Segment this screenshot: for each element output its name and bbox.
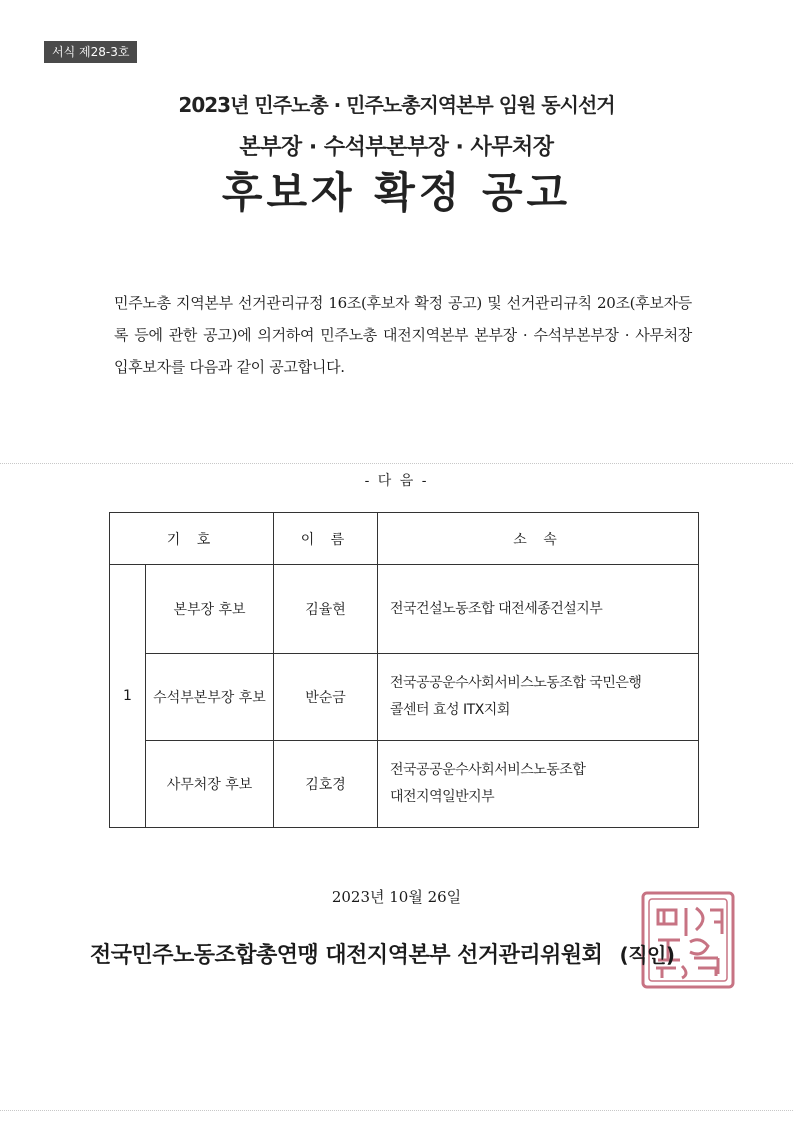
title-line-2: 본부장 · 수석부본부장 · 사무처장 <box>239 135 554 160</box>
affiliation-line: 전국공공운수사회서비스노동조합 <box>390 762 586 778</box>
table-row <box>110 565 699 654</box>
name-cell: 반순금 <box>274 654 378 741</box>
header-name: 이 름 <box>274 513 378 565</box>
position-cell: 수석부본부장 후보 <box>146 654 274 741</box>
affiliation-line: 전국공공운수사회서비스노동조합 국민은행 <box>390 675 642 691</box>
seal-mark: (직인) <box>619 943 675 967</box>
name-cell: 김율현 <box>274 565 378 654</box>
header-symbol: 기 호 <box>110 513 274 565</box>
affiliation-line: 전국건설노동조합 대전세종건설지부 <box>390 600 603 617</box>
name-cell: 김호경 <box>274 741 378 828</box>
candidate-table <box>109 512 699 828</box>
position-cell: 본부장 후보 <box>146 565 274 654</box>
group-number: 1 <box>110 565 146 828</box>
table-row <box>110 741 699 828</box>
affiliation-cell <box>378 654 699 741</box>
scan-divider <box>0 463 793 464</box>
title-main: 후보자 확정 공고 <box>221 168 572 217</box>
header-affiliation: 소 속 <box>378 513 699 565</box>
table-row <box>110 654 699 741</box>
committee-name: 전국민주노동조합총연맹 대전지역본부 선거관리위원회 <box>90 943 603 968</box>
announcement-body: 민주노총 지역본부 선거관리규정 16조(후보자 확정 공고) 및 선거관리규칙 20조(후보자등록 등에 관한 공고)에 의거하여 민주노총 대전지역본부 본부장 · 수석부본부장 · 사무처장 입후보자를 다음과 같이 공고합니다. <box>114 294 692 376</box>
affiliation-cell <box>378 565 699 654</box>
form-number-tag: 서식 제28-3호 <box>44 41 137 63</box>
notice-date: 2023년 10월 26일 <box>331 888 462 906</box>
subheading: - 다 음 - <box>364 473 429 489</box>
affiliation-line: 콜센터 효성 ITX지회 <box>390 702 510 718</box>
title-line-1: 2023년 민주노총 · 민주노총지역본부 임원 동시선거 <box>178 93 615 117</box>
committee-signature <box>90 938 674 969</box>
table-header-row <box>110 513 699 565</box>
position-cell: 사무처장 후보 <box>146 741 274 828</box>
affiliation-line: 대전지역일반지부 <box>390 789 495 805</box>
affiliation-cell <box>378 741 699 828</box>
scan-bottom-line <box>0 1110 793 1111</box>
